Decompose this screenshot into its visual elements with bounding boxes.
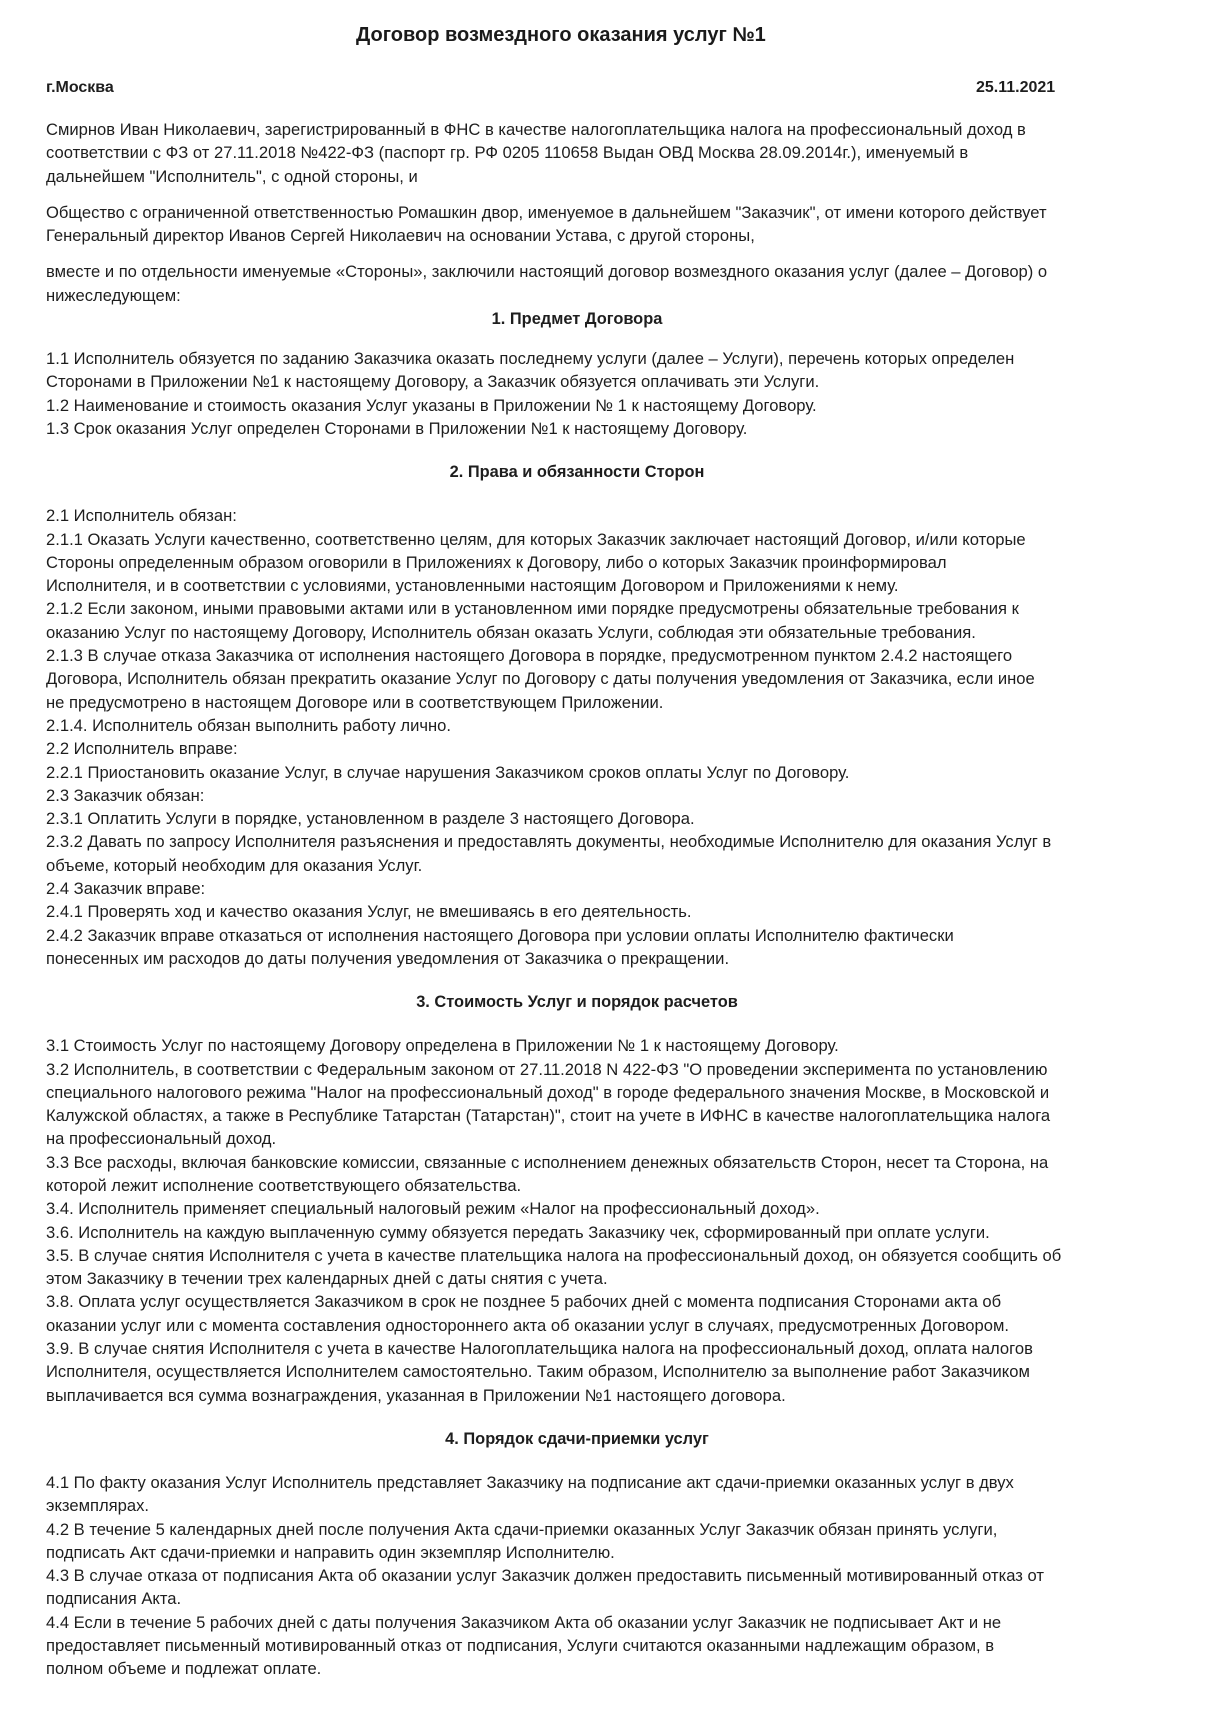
section: [46, 1427, 1128, 1681]
clause-line: полном объеме и подлежат оплате.: [46, 1659, 322, 1679]
clause-line: 3.5. В случае снятия Исполнителя с учета в качестве плательщика налога на профессиональный доход, он обязуется сообщить об: [46, 1245, 1062, 1265]
contract-document: [46, 18, 1128, 1681]
text-line: соответствии с ФЗ от 27.11.2018 №422-ФЗ (паспорт гр. РФ 0205 110658 Выдан ОВД Москва 28.09.2014г.), именуемый в: [46, 143, 969, 163]
clause-line: Сторонами в Приложении №1 к настоящему Договору, а Заказчик обязуется оплачивать эти Услуги.: [46, 372, 820, 392]
clause-line: 1.2 Наименование и стоимость оказания Услуг указаны в Приложении № 1 к настоящему Договору.: [46, 395, 817, 415]
section: [46, 990, 1128, 1407]
clause-line: 2.1.1 Оказать Услуги качественно, соответственно целям, для которых Заказчик заключает настоящий Договор, и/или которые: [46, 529, 1026, 549]
clause-line: 1.1 Исполнитель обязуется по заданию Заказчика оказать последнему услуги (далее – Услуги), перечень которых определен: [46, 349, 1015, 369]
clause-line: 2.2 Исполнитель вправе:: [46, 739, 238, 759]
clause-line: 3.2 Исполнитель, в соответствии с Федеральным законом от 27.11.2018 N 422-ФЗ "О проведении эксперимента по установлению: [46, 1059, 1048, 1079]
clause-line: не предусмотрено в настоящем Договоре или в соответствующем Приложении.: [46, 692, 664, 712]
clause-line: 4.2 В течение 5 календарных дней после получения Акта сдачи-приемки оказанных Услуг Заказчик обязан принять услуги,: [46, 1519, 998, 1539]
clause-line: 3.4. Исполнитель применяет специальный налоговый режим «Налог на профессиональный доход».: [46, 1199, 820, 1219]
text-line: Общество с ограниченной ответственностью Ромашкин двор, именуемое в дальнейшем "Заказчик", от имени которого действует: [46, 202, 1047, 222]
text-line: вместе и по отдельности именуемые «Стороны», заключили настоящий договор возмездного оказания услуг (далее – Договор) о: [46, 262, 1048, 282]
clause-line: на профессиональный доход.: [46, 1129, 277, 1149]
clause-line: которой лежит исполнение соответствующего обязательства.: [46, 1175, 522, 1195]
city: г.Москва: [46, 79, 114, 96]
clause-line: 3.8. Оплата услуг осуществляется Заказчиком в срок не позднее 5 рабочих дней с момента подписания Сторонами акта об: [46, 1292, 1002, 1312]
section: [46, 307, 1128, 440]
clause-line: выплачивается вся сумма вознаграждения, указанная в Приложении №1 настоящего договора.: [46, 1385, 786, 1405]
clause-line: предоставляет письменный мотивированный отказ от подписания, Услуги считаются оказанными надлежащим образом, в: [46, 1636, 995, 1656]
clause-line: Калужской областях, а также в Республике Татарстан (Татарстан)", стоит на учете в ИФНС в качестве налогоплательщика налога: [46, 1106, 1051, 1126]
intro-paragraph: [46, 201, 1128, 248]
clause-line: подписания Акта.: [46, 1589, 182, 1609]
section: [46, 460, 1128, 970]
clause-line: 2.3.1 Оплатить Услуги в порядке, установленном в разделе 3 настоящего Договора.: [46, 809, 695, 829]
intro-paragraph: [46, 260, 1128, 307]
clause-line: Исполнителя, осуществляется Исполнителем самостоятельно. Таким образом, Исполнителю за выполнение работ Заказчиком: [46, 1362, 1030, 1382]
clause-line: 2.3.2 Давать по запросу Исполнителя разъяснения и предоставлять документы, необходимые Исполнителю для оказания Услуг в: [46, 832, 1052, 852]
clause-line: экземплярах.: [46, 1496, 149, 1516]
text-line: нижеследующем:: [46, 285, 181, 305]
clause-line: 3.9. В случае снятия Исполнителя с учета в качестве Налогоплательщика налога на профессиональный доход, оплата налогов: [46, 1339, 1033, 1359]
intro-paragraph: [46, 118, 1128, 188]
clause-line: 2.4.2 Заказчик вправе отказаться от исполнения настоящего Договора при условии оплаты Исполнителю фактически: [46, 925, 954, 945]
clause-line: 2.3 Заказчик обязан:: [46, 785, 205, 805]
clause-line: 2.2.1 Приостановить оказание Услуг, в случае нарушения Заказчиком сроков оплаты Услуг по Договору.: [46, 762, 850, 782]
clause-line: 2.1 Исполнитель обязан:: [46, 506, 237, 526]
clause-line: 1.3 Срок оказания Услуг определен Сторонами в Приложении №1 к настоящему Договору.: [46, 418, 748, 438]
clause-line: объеме, который необходим для оказания Услуг.: [46, 855, 423, 875]
clause-line: Стороны определенным образом оговорили в Приложениях к Договору, либо о которых Заказчик проинформировал: [46, 552, 947, 572]
section-heading: 1. Предмет Договора: [491, 310, 663, 329]
clause-line: Договора, Исполнитель обязан прекратить оказание Услуг по Договору с даты получения уведомления от Заказчика, если иное: [46, 669, 1035, 689]
clause-line: 2.4.1 Проверять ход и качество оказания Услуг, не вмешиваясь в его деятельность.: [46, 902, 692, 922]
section-body: [46, 1034, 1128, 1407]
section-body: [46, 347, 1128, 440]
clause-line: 4.1 По факту оказания Услуг Исполнитель представляет Заказчику на подписание акт сдачи-приемки оказанных услуг в двух: [46, 1472, 1014, 1492]
section-heading: 4. Порядок сдачи-приемки услуг: [445, 1429, 709, 1448]
section-body: [46, 1471, 1128, 1681]
clause-line: 2.1.2 Если законом, иными правовыми актами или в установленном ими порядке предусмотрены обязательные требования к: [46, 599, 1019, 619]
clause-line: этом Заказчику в течении трех календарных дней с даты снятия с учета.: [46, 1269, 608, 1289]
clause-line: специального налогового режима "Налог на профессиональный доход" в городе федерального значения Москве, в Московской и: [46, 1082, 1050, 1102]
intro: [46, 118, 1128, 307]
clause-line: 2.1.4. Исполнитель обязан выполнить работу лично.: [46, 715, 451, 735]
clause-line: 2.4 Заказчик вправе:: [46, 879, 206, 899]
section-body: [46, 504, 1128, 970]
text-line: Генеральный директор Иванов Сергей Николаевич на основании Устава, с другой стороны,: [46, 226, 755, 246]
clause-line: понесенных им расходов до даты получения уведомления от Заказчика о прекращении.: [46, 948, 730, 968]
clause-line: 3.1 Стоимость Услуг по настоящему Договору определена в Приложении № 1 к настоящему Договору.: [46, 1036, 839, 1056]
clause-line: 2.1.3 В случае отказа Заказчика от исполнения настоящего Договора в порядке, предусмотренном пунктом 2.4.2 настоящего: [46, 646, 1013, 666]
text-line: Смирнов Иван Николаевич, зарегистрированный в ФНС в качестве налогоплательщика налога на профессиональный доход в: [46, 120, 1026, 139]
city-date-row: [46, 74, 1128, 102]
clause-line: 3.6. Исполнитель на каждую выплаченную сумму обязуется передать Заказчику чек, сформированный при оплате услуги.: [46, 1222, 990, 1242]
section-heading: 3. Стоимость Услуг и порядок расчетов: [416, 993, 738, 1012]
section-heading: 2. Права и обязанности Сторон: [449, 463, 705, 482]
clause-line: оказанию Услуг по настоящему Договору, Исполнитель обязан оказать Услуги, соблюдая эти обязательные требования.: [46, 622, 976, 642]
contract-date: 25.11.2021: [976, 79, 1056, 96]
clause-line: 4.3 В случае отказа от подписания Акта об оказании услуг Заказчик должен предоставить письменный мотивированный отказ от: [46, 1566, 1044, 1586]
clause-line: 3.3 Все расходы, включая банковские комиссии, связанные с исполнением денежных обязательств Сторон, несет та Сторона, на: [46, 1152, 1049, 1172]
clause-line: подписать Акт сдачи-приемки и направить один экземпляр Исполнителю.: [46, 1542, 615, 1562]
sections: [46, 307, 1128, 1681]
document-title: Договор возмездного оказания услуг №1: [356, 24, 766, 46]
clause-line: Исполнителя, и в соответствии с условиями, установленными настоящим Договором и Приложениями к нему.: [46, 576, 899, 596]
text-line: дальнейшем "Исполнитель", с одной стороны, и: [46, 166, 418, 186]
clause-line: оказании услуг или с момента составления одностороннего акта об оказании услуг в случаях, предусмотренных Договором.: [46, 1315, 1009, 1335]
clause-line: 4.4 Если в течение 5 рабочих дней с даты получения Заказчиком Акта об оказании услуг Заказчик не подписывает Акт и не: [46, 1612, 1002, 1632]
